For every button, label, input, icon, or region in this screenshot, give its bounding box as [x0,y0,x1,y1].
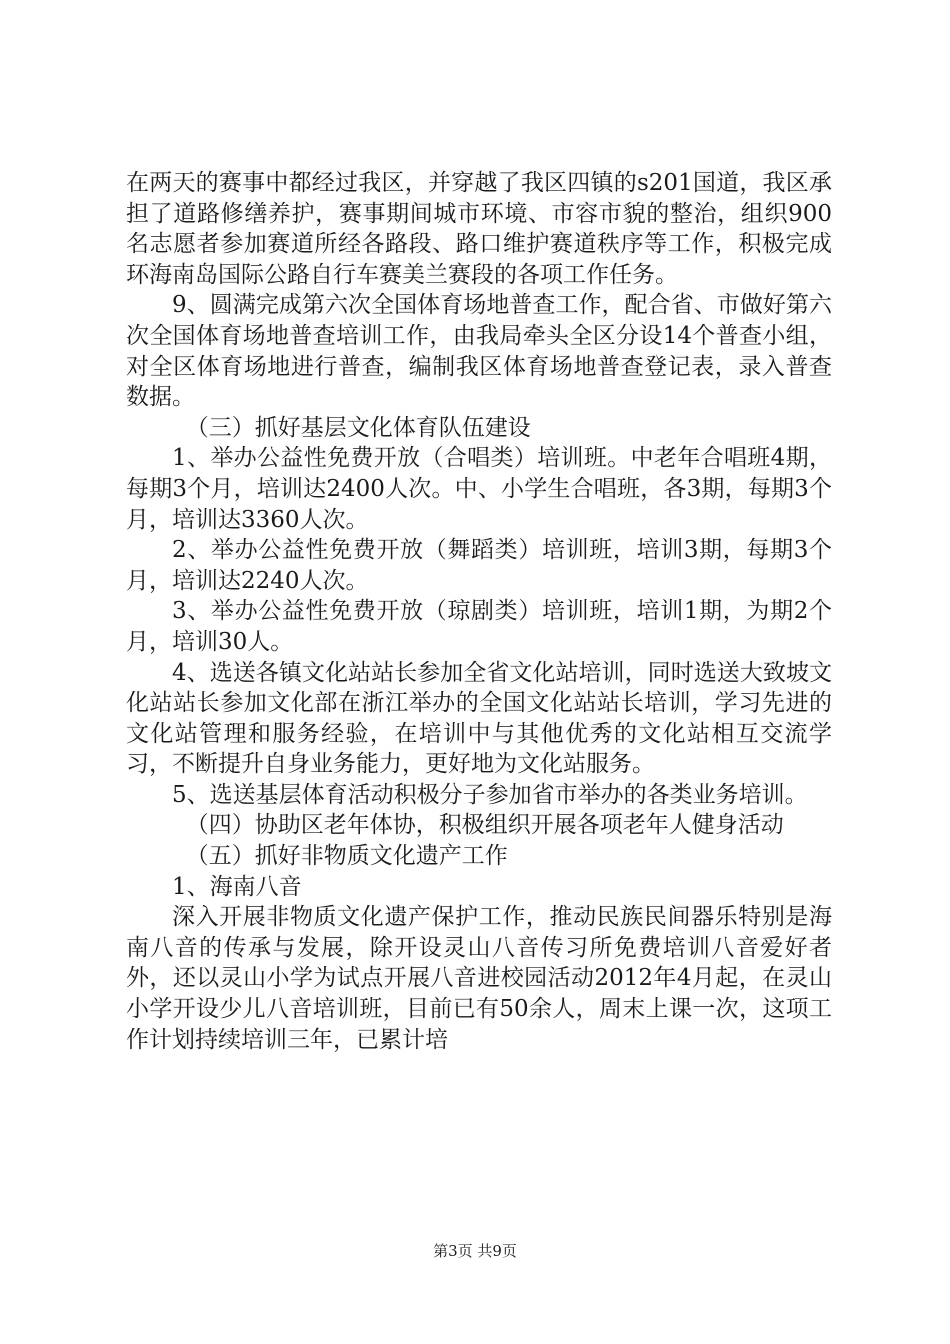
document-body [126,168,832,1055]
section-heading-5: （五）抓好非物质文化遗产工作 [185,843,508,870]
paragraph-1: 在两天的赛事中都经过我区，并穿越了我区四镇的s201国道，我区承担了道路修缮养护，赛事期间城市环境、市容市貌的整治，组织900名志愿者参加赛道所经各路段、路口维护赛道秩序等工作，积极完成环海南岛国际公路自行车赛美兰赛段的各项工作任务。 [126,170,832,288]
paragraph-7: 4、选送各镇文化站站长参加全省文化站培训，同时选送大致坡文化站站长参加文化部在浙江举办的全国文化站站长培训，学习先进的文化站管理和服务经验，在培训中与其他优秀的文化站相互交流学习，不断提升自身业务能力，更好地为文化站服务。 [126,659,832,778]
section-heading-4: （四）协助区老年体协，积极组织开展各项老年人健身活动 [185,812,784,839]
paragraph-2: 9、圆满完成第六次全国体育场地普查工作，配合省、市做好第六次全国体育场地普查培训工作，由我局牵头全区分设14个普查小组，对全区体育场地进行普查，编制我区体育场地普查登记表，录入普查数据。 [126,292,832,411]
paragraph-6: 3、举办公益性免费开放（琼剧类）培训班，培训1期，为期2个月，培训30人。 [126,598,832,655]
page-footer: 第3页 共9页 [433,1242,517,1260]
paragraph-5: 2、举办公益性免费开放（舞蹈类）培训班，培训3期，每期3个月，培训达2240人次。 [126,537,832,594]
paragraph-4: 1、举办公益性免费开放（合唱类）培训班。中老年合唱班4期，每期3个月，培训达2400人次。中、小学生合唱班，各3期，每期3个月，培训达3360人次。 [126,445,832,533]
paragraph-12: 深入开展非物质文化遗产保护工作，推动民族民间器乐特别是海南八音的传承与发展，除开设灵山八音传习所免费培训八音爱好者外，还以灵山小学为试点开展八音进校园活动2012年4月起，在灵山小学开设少儿八音培训班，目前已有50余人，周末上课一次，这项工作计划持续培训三年，已累计培 [126,904,832,1053]
paragraph-8: 5、选送基层体育活动积极分子参加省市举办的各类业务培训。 [172,781,808,808]
subheading-hainan-bayin: 1、海南八音 [172,873,302,900]
section-heading-3: （三）抓好基层文化体育队伍建设 [185,414,531,441]
